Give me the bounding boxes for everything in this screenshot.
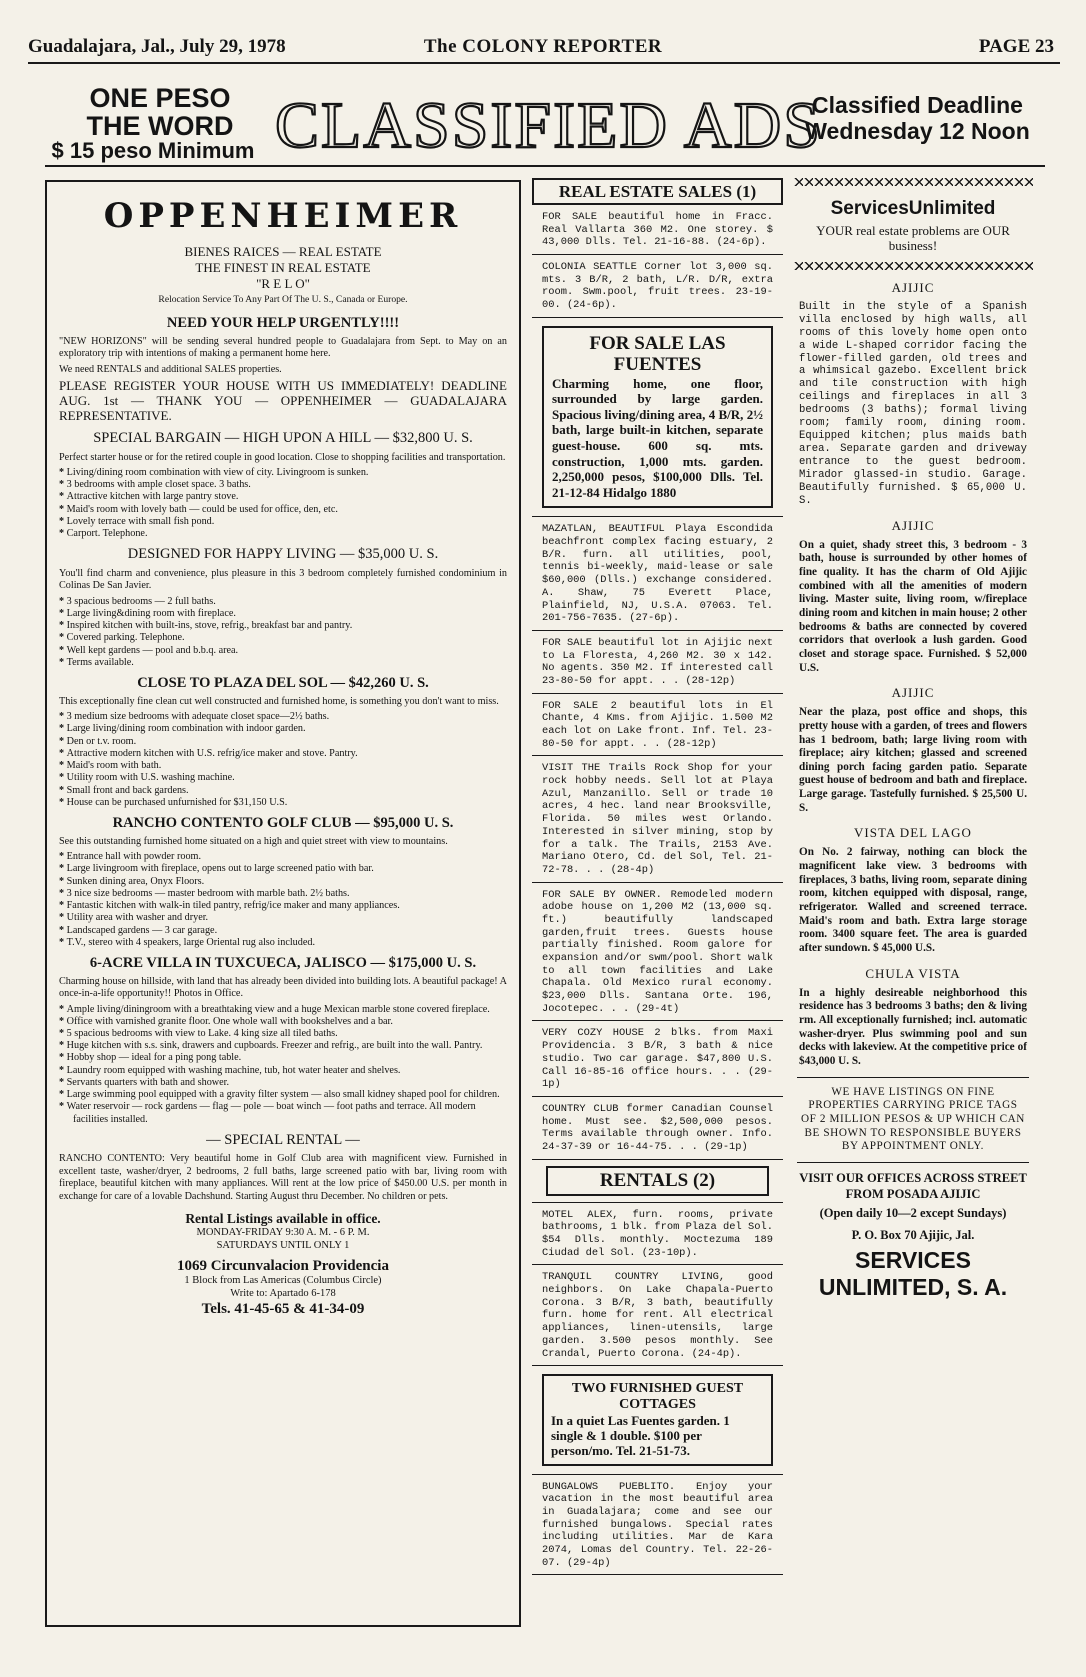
list-item: * Covered parking. Telephone. bbox=[59, 632, 507, 644]
need-help-paragraph: "NEW HORIZONS" will be sending several hundred people to Guadalajara from Sept. to May on an exploratory trip with intentions of making a permanent home here. bbox=[59, 335, 507, 360]
villa-list bbox=[59, 1004, 507, 1126]
rentals-section-heading: RENTALS (2) bbox=[546, 1166, 769, 1196]
special-rental-heading: — SPECIAL RENTAL — bbox=[206, 1131, 360, 1148]
listing-heading: AJIJIC bbox=[891, 517, 935, 533]
list-item: * Entrance hall with powder room. bbox=[59, 851, 507, 863]
list-item: * Maid's room with bath. bbox=[59, 760, 507, 772]
listing-heading: VISTA DEL LAGO bbox=[854, 825, 972, 841]
divider bbox=[797, 1162, 1029, 1163]
register-notice: PLEASE REGISTER YOUR HOUSE WITH US IMMEDIATELY! DEADLINE AUG. 1st — THANK YOU — OPPENHEIMER — GUADALAJARA REPRESENTATIVE. bbox=[59, 378, 507, 424]
list-item: * 5 spacious bedrooms with view to Lake. 4 king size all tiled baths. bbox=[59, 1028, 507, 1040]
mail-address: Write to: Apartado 6-178 bbox=[230, 1287, 336, 1299]
designed-heading: DESIGNED FOR HAPPY LIVING — $35,000 U. S. bbox=[127, 546, 439, 563]
services-logo-line-1: SERVICES bbox=[855, 1247, 971, 1274]
list-item: * Hobby shop — ideal for a ping pong table. bbox=[59, 1052, 507, 1064]
rancho-paragraph: See this outstanding furnished home situated on a high and quiet street with view to mountains. bbox=[59, 835, 448, 847]
listing-body: Near the plaza, post office and shops, this pretty house with a garden, of trees and flowers has 1 bedroom, bath; large living room with fireplace; airy kitchen; glassed and screened dining porch facing garden patio. Separate guest house of bedroom and bath and fireplace. Large garage. Tastefully furnished. $ 25,500 U. S. bbox=[799, 706, 1027, 814]
listings-notice: WE HAVE LISTINGS ON FINE PROPERTIES CARRYING PRICE TAGS OF 2 MILLION PESOS & UP WHICH CAN BE SHOWN TO RESPONSIBLE BUYERS BY APPOINTMENT ONLY. bbox=[801, 1085, 1025, 1153]
oppenheimer-sub-2: THE FINEST IN REAL ESTATE bbox=[195, 260, 371, 275]
special-rental-paragraph: RANCHO CONTENTO: Very beautiful home in Golf Club area with magnificent view. Furnished in excellent taste, washer/dryer, 2 bedrooms, 2 full baths, large screened patio with bar, living room with fireplace, beautiful kitchen with many appliances. Will rent at the low price of $450.00 U.S. per month in exchange for care of a lovable Dachshund. Starting August thru December. No children or pets. bbox=[59, 1153, 507, 1202]
oppenheimer-sub-3: "R E L O" bbox=[256, 276, 310, 291]
plaza-paragraph: This exceptionally fine clean cut well constructed and furnished home, is something you don't want to miss. bbox=[59, 695, 499, 707]
bargain-paragraph: Perfect starter house or for the retired couple in good location. Close to shopping facilities and transportation. bbox=[59, 451, 506, 463]
listing-body: Built in the style of a Spanish villa enclosed by high walls, all rooms of this lovely home open onto a wide L-shaped corridor facing the flower-filled garden, old trees and a whimsical gazebo. Excellent brick and tile construction with high ceilings and fireplaces in all 3 bedrooms (3 baths); formal living room; family room, dining room. Equipped kitchen; plus maids bath area. Separate garden and driveway entrance to the guest bedroom. Mirador glassed-in studio. Garage. Beautifully furnished. $ 65,000 U. S. bbox=[799, 300, 1027, 507]
office-phones: Tels. 41-45-65 & 41-34-09 bbox=[201, 1301, 365, 1318]
need-rentals-paragraph: We need RENTALS and additional SALES properties. bbox=[59, 363, 282, 375]
list-item: * Large livingroom with fireplace, opens out to large screened patio with bar. bbox=[59, 863, 507, 875]
classified-ad: MAZATLAN, BEAUTIFUL Playa Escondida beachfront complex facing estuary, 2 B/R. furn. all utilities, pool, tennis bi-weekly, maid-lease or sale $60,000 (Dlls.) exchange considered. A. Shaw, 75 Everett Place, Plainfield, NJ, U.S.A. 07063. Tel. 201-756-7635. (27-6p). bbox=[532, 516, 783, 631]
list-item: * Attractive kitchen with large pantry stove. bbox=[59, 491, 507, 503]
bargain-list bbox=[59, 467, 507, 540]
classified-ad: VISIT THE Trails Rock Shop for your rock hobby needs. Sell lot at Playa Azul, Manzanillo. Sell or trade 10 acres, 4 hec. land near Brooksville, Florida. 50 miles west Orlando. Interested in silver mining, stop by for a talk. The Trails, 2153 Ave. Mariano Otero, Cd. del Sol, Tel. 21-72-78. . . (28-4p) bbox=[532, 756, 783, 882]
oppenheimer-ad bbox=[45, 180, 521, 1627]
list-item: * Water reservoir — rock gardens — flag — pole — boat winch — foot paths and terrace. All modern facilities installed. bbox=[59, 1101, 507, 1125]
oppenheimer-sub-1: BIENES RAICES — REAL ESTATE bbox=[184, 244, 382, 259]
services-tagline: YOUR real estate problems are OUR business! bbox=[816, 223, 1010, 253]
office-hours-saturday: SATURDAYS UNTIL ONLY 1 bbox=[216, 1240, 350, 1251]
oppenheimer-title: OPPENHEIMER bbox=[103, 196, 463, 236]
list-item: * Office with varnished granite floor. One whole wall with bookshelves and a bar. bbox=[59, 1016, 507, 1028]
list-item: * Sunken dining area, Onyx Floors. bbox=[59, 876, 507, 888]
list-item: * Ample living/diningroom with a breathtaking view and a huge Mexican marble stone covered fireplace. bbox=[59, 1004, 507, 1016]
listing-heading: CHULA VISTA bbox=[865, 965, 961, 981]
classified-ad: VERY COZY HOUSE 2 blks. from Maxi Providencia. 3 B/R, 3 bath & nice studio. Two car garage. $47,800 U.S. Call 16-85-16 office hours. . . (29-1p) bbox=[532, 1021, 783, 1096]
listing-body: On a quiet, shady street this, 3 bedroom - 3 bath, house is surrounded by other homes of fine quality. It has the charm of Old Ajijic combined with all the amenities of modern living. Master suite, living room, w/fireplace dining room and kitchen in main house; 2 other bedrooms & baths are connected by covered corridors that overlook a lush garden. Good closet and storage space. Furnished. $ 52,000 U.S. bbox=[799, 538, 1027, 674]
deadline-box bbox=[775, 92, 1060, 145]
list-item: * Large living/dining room combination with indoor garden. bbox=[59, 723, 507, 735]
need-help-heading: NEED YOUR HELP URGENTLY!!!! bbox=[166, 315, 400, 332]
list-item: * Carport. Telephone. bbox=[59, 528, 507, 540]
guest-cottages-ad bbox=[542, 1374, 773, 1465]
classified-ad: TRANQUIL COUNTRY LIVING, good neighbors. On Lake Chapala-Puerto Corona. 3 B/R, 3 bath, beautifully furn. home for rent. All electrical appliances, linen-utensils, large garden. 3.500 pesos monthly. See Crandal, Puerto Corona. (24-4p). bbox=[532, 1265, 783, 1366]
opening-hours: (Open daily 10—2 except Sundays) bbox=[819, 1206, 1007, 1221]
classified-ads-banner: CLASSIFIED ADS bbox=[275, 89, 822, 162]
list-item: * Huge kitchen with s.s. sink, drawers and cupboards. Freezer and refrig., are built into the wall. Pantry. bbox=[59, 1040, 507, 1052]
list-item: * Small front and back gardens. bbox=[59, 785, 507, 797]
list-item: * Lovely terrace with small fish pond. bbox=[59, 516, 507, 528]
villa-paragraph: Charming house on hillside, with land that has already been divided into building lots. A beautiful package! A once-in-a-life opportunity!! Photos in Office. bbox=[59, 975, 507, 1000]
list-item: * Servants quarters with bath and shower. bbox=[59, 1077, 507, 1089]
list-item: * Utility area with washer and dryer. bbox=[59, 912, 507, 924]
classified-ad: FOR SALE beautiful home in Fracc. Real Vallarta 360 M2. One storey. $ 43,000 Dlls. Tel. 21-16-88. (24-6p). bbox=[532, 205, 783, 255]
las-fuentes-body: Charming home, one floor, surrounded by large garden. Spacious living/dining area, 4 B/R, 2½ bath, large built-in kitchen, separate guest-house. 600 sq. mts. construction, 1,000 mts. garden. 2,250,000 pesos, $100,000 Dlls. Tel. 21-12-84 Hidalgo 1880 bbox=[552, 375, 763, 500]
page-number: PAGE 23 bbox=[978, 36, 1054, 57]
classified-ad: COLONIA SEATTLE Corner lot 3,000 sq. mts. 3 B/R, 2 bath, L/R. D/R, extra room. Swm.pool, fruit trees. 23-19-00. (24-6p). bbox=[532, 255, 783, 318]
rental-listings-line: Rental Listings available in office. bbox=[185, 1211, 381, 1227]
list-item: * 3 spacious bedrooms — 2 full baths. bbox=[59, 596, 507, 608]
office-address: 1069 Circunvalacion Providencia bbox=[177, 1257, 389, 1274]
masthead-rule bbox=[45, 165, 1045, 167]
deadline-line-2: Wednesday 12 Noon bbox=[805, 118, 1030, 145]
list-item: * Large swimming pool equipped with a gravity filter system — also small kidney shaped pool for children. bbox=[59, 1089, 507, 1101]
wavy-border bbox=[793, 178, 1033, 186]
rate-line-2: THE WORD bbox=[86, 110, 234, 141]
list-item: * Terms available. bbox=[59, 657, 507, 669]
po-box: P. O. Box 70 Ajijic, Jal. bbox=[851, 1227, 975, 1242]
plaza-list bbox=[59, 711, 507, 809]
deadline-line-1: Classified Deadline bbox=[812, 92, 1023, 118]
wavy-border bbox=[793, 262, 1033, 270]
list-item: * Maid's room with lovely bath — could be used for office, den, etc. bbox=[59, 504, 507, 516]
sales-section-heading: REAL ESTATE SALES (1) bbox=[532, 178, 783, 205]
classified-ad: MOTEL ALEX, furn. rooms, private bathrooms, 1 blk. from Plaza del Sol. $54 Dlls. monthly. Moctezuma 189 Ciudad del Sol. (23-10p). bbox=[532, 1202, 783, 1266]
classified-ad: BUNGALOWS PUEBLITO. Enjoy your vacation in the most beautiful area in Guadalajara; come and see our furnished bungalows. Special rates including utilities. Mar de Kara 2074, Lomas del Country. Tel. 22-26-07. (29-4p) bbox=[532, 1474, 783, 1576]
classified-ad: FOR SALE 2 beautiful lots in El Chante, 4 Kms. from Ajijic. 1.500 M2 each lot on Lake front. Inf. Tel. 23-80-50 for appt. . . (28-12p) bbox=[532, 694, 783, 757]
visit-offices: VISIT OUR OFFICES ACROSS STREET FROM POSADA AJIJIC bbox=[799, 1170, 1027, 1201]
list-item: * Attractive modern kitchen with U.S. refrig/ice maker and stove. Pantry. bbox=[59, 748, 507, 760]
list-item: * T.V., stereo with 4 speakers, large Oriental rug also included. bbox=[59, 937, 507, 949]
list-item: * 3 nice size bedrooms — master bedroom with marble bath. 2½ baths. bbox=[59, 888, 507, 900]
list-item: * Inspired kitchen with built-ins, stove, refrig., breakfast bar and pantry. bbox=[59, 620, 507, 632]
list-item: * House can be purchased unfurnished for $31,150 U.S. bbox=[59, 797, 507, 809]
newspaper-name: The COLONY REPORTER bbox=[423, 36, 663, 57]
las-fuentes-ad bbox=[542, 326, 773, 509]
list-item: * Large living&dining room with fireplace. bbox=[59, 608, 507, 620]
rancho-heading: RANCHO CONTENTO GOLF CLUB — $95,000 U. S. bbox=[112, 815, 454, 831]
office-landmark: 1 Block from Las Americas (Columbus Circle) bbox=[184, 1274, 382, 1286]
services-unlimited-title: ServicesUnlimited bbox=[830, 198, 996, 219]
listing-heading: AJIJIC bbox=[891, 279, 935, 295]
services-unlimited-ad bbox=[789, 178, 1037, 1640]
issue-date: Guadalajara, Jal., July 29, 1978 bbox=[28, 36, 286, 57]
list-item: * Laundry room equipped with washing machine, tub, hot water heater and shelves. bbox=[59, 1065, 507, 1077]
list-item: * Den or t.v. room. bbox=[59, 736, 507, 748]
designed-paragraph: You'll find charm and convenience, plus pleasure in this 3 bedroom completely furnished condominium in Colinas De San Javier. bbox=[59, 567, 507, 592]
guest-cottages-title: TWO FURNISHED GUEST COTTAGES bbox=[571, 1381, 744, 1412]
plaza-heading: CLOSE TO PLAZA DEL SOL — $42,260 U. S. bbox=[137, 675, 429, 692]
list-item: * Fantastic kitchen with walk-in tiled pantry, refrig/ice maker and many appliances. bbox=[59, 900, 507, 912]
rancho-list bbox=[59, 851, 507, 949]
guest-cottages-body: In a quiet Las Fuentes garden. 1 single & 1 double. $100 per person/mo. Tel. 21-51-73. bbox=[551, 1412, 730, 1459]
designed-list bbox=[59, 596, 507, 669]
list-item: * Landscaped gardens — 3 car garage. bbox=[59, 925, 507, 937]
services-logo-line-2: UNLIMITED, S. A. bbox=[818, 1273, 1008, 1300]
real-estate-rentals-column bbox=[532, 178, 783, 1640]
relocation-line: Relocation Service To Any Part Of The U. S., Canada or Europe. bbox=[158, 294, 408, 305]
classified-ad: COUNTRY CLUB former Canadian Counsel home. Must see. $2,500,000 pesos. Terms available through owner. Info. 24-37-39 or 16-44-75. . . (29-1p) bbox=[532, 1097, 783, 1160]
office-hours-weekdays: MONDAY-FRIDAY 9:30 A. M. - 6 P. M. bbox=[196, 1227, 370, 1239]
las-fuentes-title: FOR SALE LAS FUENTES bbox=[589, 332, 726, 375]
list-item: * Well kept gardens — pool and b.b.q. area. bbox=[59, 645, 507, 657]
header-rule bbox=[28, 62, 1060, 64]
classified-ad: FOR SALE beautiful lot in Ajijic next to La Floresta, 4,260 M2. 30 x 142. No agents. 350 M2. If interested call 23-80-50 for appt. . . (28-12p) bbox=[532, 631, 783, 694]
rate-box bbox=[51, 83, 265, 164]
villa-heading: 6-ACRE VILLA IN TUXCUECA, JALISCO — $175,000 U. S. bbox=[89, 954, 477, 971]
list-item: * 3 bedrooms with ample closet space. 3 baths. bbox=[59, 479, 507, 491]
rate-minimum: $ 15 peso Minimum bbox=[51, 138, 255, 164]
list-item: * Utility room with U.S. washing machine. bbox=[59, 772, 507, 784]
listing-body: On No. 2 fairway, nothing can block the magnificent lake view. 3 bedrooms with fireplaces, 3 baths, living room, separate dining room, kitchen equipped with disposal, range, refrigerator. Walled and screened terrace. Maid's room and bath. Extra large storage room. 3400 square feet. The area is guarded after sundown. $ 45,000 U.S. bbox=[799, 846, 1027, 955]
list-item: * 3 medium size bedrooms with adequate closet space—2½ baths. bbox=[59, 711, 507, 723]
list-item: * Living/dining room combination with view of city. Livingroom is sunken. bbox=[59, 467, 507, 479]
divider bbox=[797, 1077, 1029, 1078]
listing-heading: AJIJIC bbox=[891, 685, 935, 701]
rate-line-1: ONE PESO bbox=[89, 83, 231, 113]
listing-body: In a highly desireable neighborhood this residence has 3 bedrooms 3 baths; den & living rm. All exceptionally furnished; incl. automatic washer-dryer. Plus swimming pool and sun decks with lakeview. At the competitive price of $43,000 U. S. bbox=[799, 986, 1027, 1067]
bargain-heading: SPECIAL BARGAIN — HIGH UPON A HILL — $32,800 U. S. bbox=[93, 430, 473, 447]
classified-ad: FOR SALE BY OWNER. Remodeled modern adobe house on 1,200 M2 (13,000 sq. ft.) beautifully landscaped garden,fruit trees. Guests house partially finished. Room galore for expansion and/or swm/pool. Short walk to all town facilities and Lake Chapala. Old Mexico rural economy. $23,000 Dlls. Santana Orte. 196, Jocotepec. . . (29-4t) bbox=[532, 883, 783, 1022]
